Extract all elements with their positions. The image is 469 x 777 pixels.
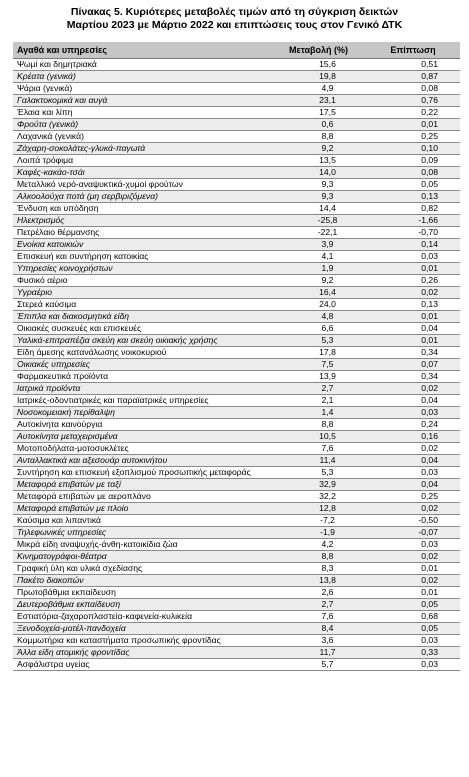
- row-impact: 0,33: [366, 646, 460, 658]
- header-item: Αγαθά και υπηρεσίες: [13, 42, 271, 58]
- row-change: -7,2: [271, 514, 366, 526]
- table-row: [13, 166, 460, 178]
- row-impact: 0,02: [366, 382, 460, 394]
- row-change: 32,9: [271, 478, 366, 490]
- row-impact: 0,05: [366, 622, 460, 634]
- table-row: [13, 634, 460, 646]
- table-row: [13, 454, 460, 466]
- row-name: Λαχανικά (γενικά): [13, 130, 271, 142]
- row-name: Μεταφορά επιβατών με ταξί: [13, 478, 271, 490]
- row-impact: 0,07: [366, 358, 460, 370]
- row-name: Ζάχαρη-σοκολάτες-γλυκά-παγωτά: [13, 142, 271, 154]
- row-change: 1,4: [271, 406, 366, 418]
- row-impact: 0,22: [366, 106, 460, 118]
- row-impact: 0,82: [366, 202, 460, 214]
- table-row: [13, 370, 460, 382]
- table-row: [13, 502, 460, 514]
- row-name: Φρούτα (γενικά): [13, 118, 271, 130]
- row-name: Ιατρικά προϊόντα: [13, 382, 271, 394]
- row-impact: -0,07: [366, 526, 460, 538]
- row-name: Εστιατόρια-ζαχαροπλαστεία-καφενεία-κυλικεία: [13, 610, 271, 622]
- row-impact: 0,01: [366, 118, 460, 130]
- row-change: 2,6: [271, 586, 366, 598]
- table-row: [13, 346, 460, 358]
- row-name: Γραφική ύλη και υλικά σχεδίασης: [13, 562, 271, 574]
- row-name: Υγραέριο: [13, 286, 271, 298]
- row-impact: 0,03: [366, 406, 460, 418]
- table-row: [13, 478, 460, 490]
- row-name: Μεταλλικό νερό-αναψυκτικά-χυμοί φρούτων: [13, 178, 271, 190]
- row-name: Μοτοποδήλατα-μοτοσυκλέτες: [13, 442, 271, 454]
- row-impact: 0,34: [366, 346, 460, 358]
- table-row: [13, 550, 460, 562]
- row-name: Νοσοκομειακή περίθαλψη: [13, 406, 271, 418]
- row-change: 4,8: [271, 310, 366, 322]
- row-name: Επισκευή και συντήρηση κατοικίας: [13, 250, 271, 262]
- table-row: [13, 202, 460, 214]
- row-change: 9,3: [271, 178, 366, 190]
- table-row: [13, 178, 460, 190]
- row-name: Ένδυση και υπόδηση: [13, 202, 271, 214]
- row-impact: 0,34: [366, 370, 460, 382]
- table-row: [13, 514, 460, 526]
- row-change: 11,7: [271, 646, 366, 658]
- row-impact: 0,01: [366, 586, 460, 598]
- row-impact: 0,03: [366, 658, 460, 670]
- row-name: Αυτοκίνητα μεταχειρισμένα: [13, 430, 271, 442]
- row-change: 6,6: [271, 322, 366, 334]
- table-row: [13, 538, 460, 550]
- row-impact: 0,16: [366, 430, 460, 442]
- row-change: 7,5: [271, 358, 366, 370]
- row-change: 24,0: [271, 298, 366, 310]
- row-change: 2,7: [271, 598, 366, 610]
- row-impact: 0,02: [366, 574, 460, 586]
- row-name: Είδη άμεσης κατανάλωσης νοικοκυριού: [13, 346, 271, 358]
- row-impact: 0,02: [366, 286, 460, 298]
- row-name: Υπηρεσίες κοινοχρήστων: [13, 262, 271, 274]
- row-change: 0,6: [271, 118, 366, 130]
- table-row: [13, 598, 460, 610]
- row-change: 5,3: [271, 334, 366, 346]
- row-change: 16,4: [271, 286, 366, 298]
- row-change: 8,8: [271, 130, 366, 142]
- table-row: [13, 394, 460, 406]
- row-change: 32,2: [271, 490, 366, 502]
- table-row: [13, 262, 460, 274]
- table-row: [13, 586, 460, 598]
- row-name: Λοιπά τρόφιμα: [13, 154, 271, 166]
- row-name: Πακέτο διακοπών: [13, 574, 271, 586]
- row-impact: 0,01: [366, 310, 460, 322]
- table-row: [13, 214, 460, 226]
- row-change: 2,7: [271, 382, 366, 394]
- row-name: Ξενοδοχεία-μοτέλ-πανδοχεία: [13, 622, 271, 634]
- row-name: Καύσιμα και λιπαντικά: [13, 514, 271, 526]
- row-change: -22,1: [271, 226, 366, 238]
- row-impact: 0,14: [366, 238, 460, 250]
- row-change: 8,3: [271, 562, 366, 574]
- row-impact: -1,66: [366, 214, 460, 226]
- header-change: Μεταβολή (%): [271, 42, 366, 58]
- row-impact: 0,13: [366, 298, 460, 310]
- row-change: 9,2: [271, 274, 366, 286]
- row-impact: 0,02: [366, 442, 460, 454]
- header-impact: Επίπτωση: [366, 42, 460, 58]
- row-name: Ασφάλιστρα υγείας: [13, 658, 271, 670]
- row-impact: 0,01: [366, 262, 460, 274]
- table-row: [13, 358, 460, 370]
- row-impact: 0,09: [366, 154, 460, 166]
- row-name: Αυτοκίνητα καινούργια: [13, 418, 271, 430]
- row-impact: 0,05: [366, 178, 460, 190]
- row-name: Φαρμακευτικά προϊόντα: [13, 370, 271, 382]
- row-name: Κινηματογράφοι-θέατρα: [13, 550, 271, 562]
- row-impact: 0,13: [366, 190, 460, 202]
- row-impact: 0,87: [366, 70, 460, 82]
- row-change: -1,9: [271, 526, 366, 538]
- table-row: [13, 430, 460, 442]
- table-row: [13, 610, 460, 622]
- row-name: Ανταλλακτικά και αξεσουάρ αυτοκινήτου: [13, 454, 271, 466]
- row-name: Υαλικά-επιτραπέζια σκεύη και σκεύη οικιακής χρήσης: [13, 334, 271, 346]
- title-line-1: Πίνακας 5. Κυριότερες μεταβολές τιμών από τη σύγκριση δεικτών: [70, 6, 399, 18]
- row-name: Κρέατα (γενικά): [13, 70, 271, 82]
- row-name: Συντήρηση και επισκευή εξοπλισμού προσωπικής μεταφοράς: [13, 466, 271, 478]
- price-changes-table: [13, 42, 460, 671]
- table-row: [13, 562, 460, 574]
- table-row: [13, 622, 460, 634]
- row-name: Ηλεκτρισμός: [13, 214, 271, 226]
- row-change: 12,8: [271, 502, 366, 514]
- row-change: 17,8: [271, 346, 366, 358]
- row-name: Μεταφορά επιβατών με πλοίο: [13, 502, 271, 514]
- row-change: 14,0: [271, 166, 366, 178]
- row-change: 2,1: [271, 394, 366, 406]
- row-impact: 0,02: [366, 502, 460, 514]
- row-change: 13,8: [271, 574, 366, 586]
- row-name: Ψωμί και δημητριακά: [13, 58, 271, 70]
- title-line-2: Μαρτίου 2023 με Μάρτιο 2022 και επιπτώσεις τους στον Γενικό ΔΤΚ: [66, 19, 403, 31]
- table-row: [13, 118, 460, 130]
- table-row: [13, 274, 460, 286]
- row-impact: 0,04: [366, 478, 460, 490]
- row-change: 8,8: [271, 550, 366, 562]
- row-name: Ψάρια (γενικά): [13, 82, 271, 94]
- row-change: 9,2: [271, 142, 366, 154]
- row-name: Ιατρικές-οδοντιατρικές και παραϊατρικές υπηρεσίες: [13, 394, 271, 406]
- table-row: [13, 286, 460, 298]
- table-row: [13, 82, 460, 94]
- table-row: [13, 442, 460, 454]
- table-title: [0, 0, 469, 32]
- row-name: Οικιακές υπηρεσίες: [13, 358, 271, 370]
- row-change: 23,1: [271, 94, 366, 106]
- row-impact: 0,03: [366, 538, 460, 550]
- row-change: 15,6: [271, 58, 366, 70]
- row-change: 5,3: [271, 466, 366, 478]
- row-name: Έλαια και λίπη: [13, 106, 271, 118]
- table-row: [13, 418, 460, 430]
- row-name: Μεταφορά επιβατών με αεροπλάνο: [13, 490, 271, 502]
- table-row: [13, 334, 460, 346]
- row-change: 13,5: [271, 154, 366, 166]
- row-change: 11,4: [271, 454, 366, 466]
- table-row: [13, 310, 460, 322]
- row-change: 14,4: [271, 202, 366, 214]
- row-change: 4,2: [271, 538, 366, 550]
- table-row: [13, 70, 460, 82]
- row-impact: 0,10: [366, 142, 460, 154]
- row-change: 7,6: [271, 610, 366, 622]
- row-impact: 0,03: [366, 466, 460, 478]
- table-row: [13, 526, 460, 538]
- row-name: Δευτεροβάθμια εκπαίδευση: [13, 598, 271, 610]
- row-impact: 0,04: [366, 322, 460, 334]
- row-name: Αλκοολούχα ποτά (μη σερβιριζόμενα): [13, 190, 271, 202]
- table-row: [13, 466, 460, 478]
- row-name: Έπιπλα και διακοσμητικά είδη: [13, 310, 271, 322]
- table-row: [13, 406, 460, 418]
- row-change: 10,5: [271, 430, 366, 442]
- row-change: 9,3: [271, 190, 366, 202]
- row-name: Τηλεφωνικές υπηρεσίες: [13, 526, 271, 538]
- row-change: 4,1: [271, 250, 366, 262]
- row-impact: 0,25: [366, 130, 460, 142]
- row-change: 4,9: [271, 82, 366, 94]
- row-name: Οικιακές συσκευές και επισκευές: [13, 322, 271, 334]
- row-name: Πρωτοβάθμια εκπαίδευση: [13, 586, 271, 598]
- row-name: Γαλακτοκομικά και αυγά: [13, 94, 271, 106]
- row-change: 19,8: [271, 70, 366, 82]
- table-row: [13, 154, 460, 166]
- row-impact: 0,05: [366, 598, 460, 610]
- row-change: 8,8: [271, 418, 366, 430]
- row-change: 3,6: [271, 634, 366, 646]
- row-impact: 0,08: [366, 82, 460, 94]
- row-impact: 0,01: [366, 334, 460, 346]
- row-impact: 0,08: [366, 166, 460, 178]
- row-change: 8,4: [271, 622, 366, 634]
- row-name: Φυσικό αέριο: [13, 274, 271, 286]
- row-name: Ενοίκια κατοικιών: [13, 238, 271, 250]
- row-name: Μικρά είδη αναψυχής-άνθη-κατοικίδια ζώα: [13, 538, 271, 550]
- row-change: 7,6: [271, 442, 366, 454]
- table-row: [13, 646, 460, 658]
- row-name: Άλλα είδη ατομικής φροντίδας: [13, 646, 271, 658]
- row-change: 5,7: [271, 658, 366, 670]
- table-row: [13, 298, 460, 310]
- row-impact: 0,24: [366, 418, 460, 430]
- row-impact: 0,03: [366, 250, 460, 262]
- row-impact: 0,04: [366, 394, 460, 406]
- table-row: [13, 190, 460, 202]
- table-row: [13, 130, 460, 142]
- row-impact: 0,51: [366, 58, 460, 70]
- table-row: [13, 238, 460, 250]
- row-name: Στερεά καύσιμα: [13, 298, 271, 310]
- table-row: [13, 226, 460, 238]
- table-row: [13, 490, 460, 502]
- row-name: Πετρέλαιο θέρμανσης: [13, 226, 271, 238]
- row-name: Κομμωτήρια και καταστήματα προσωπικής φροντίδας: [13, 634, 271, 646]
- table-row: [13, 382, 460, 394]
- table-row: [13, 106, 460, 118]
- row-change: -25,8: [271, 214, 366, 226]
- row-impact: 0,02: [366, 550, 460, 562]
- table-row: [13, 142, 460, 154]
- table-row: [13, 322, 460, 334]
- row-impact: 0,26: [366, 274, 460, 286]
- row-impact: 0,25: [366, 490, 460, 502]
- table-row: [13, 658, 460, 670]
- header-row: [13, 42, 460, 58]
- row-change: 17,5: [271, 106, 366, 118]
- row-impact: 0,03: [366, 634, 460, 646]
- row-change: 1,9: [271, 262, 366, 274]
- row-name: Καφές-κακάο-τσάι: [13, 166, 271, 178]
- row-impact: 0,04: [366, 454, 460, 466]
- row-impact: 0,01: [366, 562, 460, 574]
- table-row: [13, 58, 460, 70]
- row-change: 13,9: [271, 370, 366, 382]
- table-row: [13, 574, 460, 586]
- row-impact: -0,70: [366, 226, 460, 238]
- table-row: [13, 250, 460, 262]
- row-change: 3,9: [271, 238, 366, 250]
- row-impact: -0,50: [366, 514, 460, 526]
- table-body: [13, 58, 460, 670]
- table-row: [13, 94, 460, 106]
- row-impact: 0,68: [366, 610, 460, 622]
- row-impact: 0,76: [366, 94, 460, 106]
